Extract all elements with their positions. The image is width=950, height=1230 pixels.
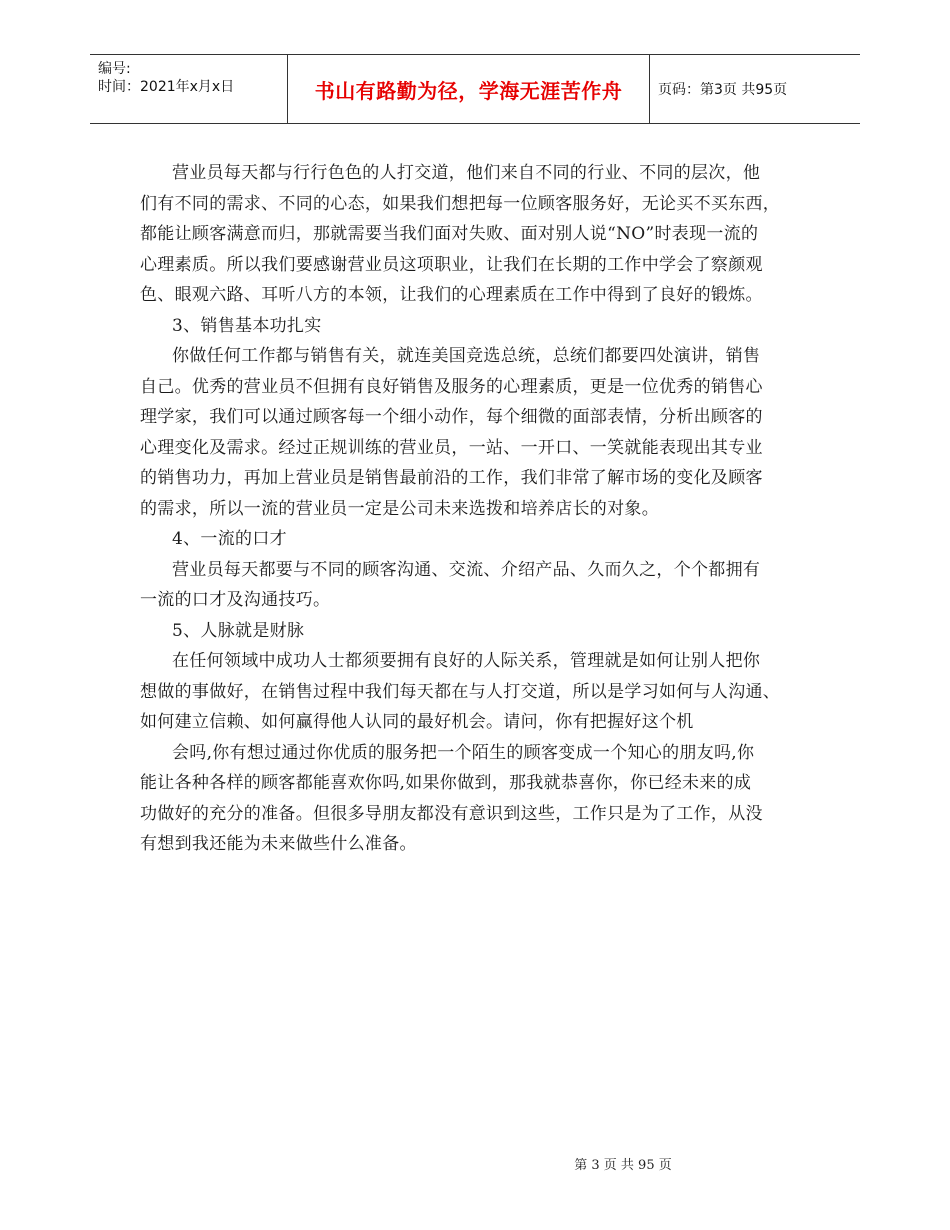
body-line: 都能让顾客满意而归，那就需要当我们面对失败、面对别人说“NO”时表现一流的 bbox=[140, 224, 759, 244]
body-line: 想做的事做好，在销售过程中我们每天都在与人打交道，所以是学习如何与人沟通、 bbox=[140, 681, 781, 702]
body-line: 色、眼观六路、耳听八方的本领，让我们的心理素质在工作中得到了良好的锻炼。 bbox=[140, 285, 763, 305]
body-line: 营业员每天都与行行色色的人打交道，他们来自不同的行业、不同的层次，他 bbox=[172, 163, 761, 183]
body-line: 营业员每天都要与不同的顾客沟通、交流、介绍产品、久而久之，个个都拥有 bbox=[172, 559, 761, 580]
body-line: 5、人脉就是财脉 bbox=[172, 620, 305, 641]
body-line: 在任何领域中成功人士都须要拥有良好的人际关系，管理就是如何让别人把你 bbox=[172, 651, 761, 671]
header-page-info: 页码：第3页 共95页 bbox=[658, 82, 788, 98]
page-footer bbox=[0, 1154, 950, 1173]
page-header bbox=[90, 54, 860, 124]
body-line: 理学家，我们可以通过顾客每一个细小动作，每个细微的面部表情，分析出顾客的 bbox=[140, 407, 763, 427]
header-divider-right bbox=[649, 55, 650, 123]
body-line: 一流的口才及沟通技巧。 bbox=[140, 590, 331, 610]
footer-page-number: 第 3 页 共 95 页 bbox=[574, 1158, 672, 1173]
body-line: 能让各种各样的顾客都能喜欢你吗,如果你做到，那我就恭喜你，你已经未来的成 bbox=[140, 773, 752, 793]
body-line: 自己。优秀的营业员不但拥有良好销售及服务的心理素质，更是一位优秀的销售心 bbox=[140, 376, 763, 397]
body-line: 会吗,你有想过通过你优质的服务把一个陌生的顾客变成一个知心的朋友吗,你 bbox=[172, 742, 755, 763]
body-line: 有想到我还能为未来做些什么准备。 bbox=[140, 834, 417, 854]
body-line: 如何建立信赖、如何赢得他人认同的最好机会。请问，你有把握好这个机 bbox=[140, 712, 694, 732]
header-meta bbox=[98, 60, 234, 96]
body-line: 心理变化及需求。经过正规训练的营业员，一站、一开口、一笑就能表现出其专业 bbox=[140, 437, 763, 458]
document-number-label: 编号: bbox=[98, 61, 131, 77]
body-line: 心理素质。所以我们要感谢营业员这项职业，让我们在长期的工作中学会了察颜观 bbox=[140, 254, 763, 275]
body-line: 你做任何工作都与销售有关，就连美国竞选总统，总统们都要四处演讲，销售 bbox=[172, 346, 761, 366]
header-motto: 书山有路勤为径，学海无涯苦作舟 bbox=[314, 78, 623, 103]
body-line: 4、一流的口才 bbox=[172, 529, 287, 549]
body-line: 的销售功力，再加上营业员是销售最前沿的工作，我们非常了解市场的变化及顾客 bbox=[140, 468, 763, 488]
body-line: 3、销售基本功扎实 bbox=[172, 315, 322, 336]
document-body bbox=[140, 158, 810, 860]
document-time-label: 时间：2021年x月x日 bbox=[98, 79, 235, 95]
body-line: 功做好的充分的准备。但很多导朋友都没有意识到这些，工作只是为了工作，从没 bbox=[140, 803, 763, 824]
body-line: 们有不同的需求、不同的心态，如果我们想把每一位顾客服务好，无论买不买东西， bbox=[140, 193, 781, 214]
body-line: 的需求，所以一流的营业员一定是公司未来选拨和培养店长的对象。 bbox=[140, 498, 659, 519]
